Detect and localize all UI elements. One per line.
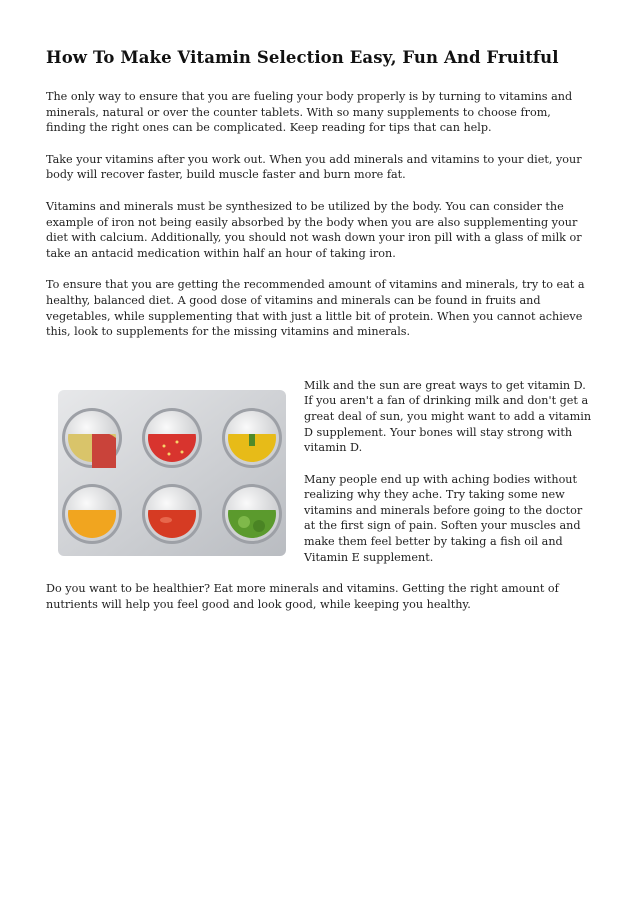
article xyxy=(46,48,594,628)
paragraph-2: Take your vitamins after you work out. When you add minerals and vitamins to your diet, your body will recover faster, build muscle faster and burn more fat. xyxy=(46,152,582,182)
side-paragraph-3: Do you want to be healthier? Eat more minerals and vitamins. Getting the right amount of nutrients will help you feel good and look good, while keeping you healthy. xyxy=(46,582,559,611)
paragraph-1: The only way to ensure that you are fueling your body properly is by turning to vitamins and minerals, natural or over the counter tablets. With so many supplements to choose from, finding the right ones can be complicated. Keep reading for tips that can help. xyxy=(46,90,573,135)
figure-section xyxy=(46,378,594,629)
side-paragraph-1: Milk and the sun are great ways to get vitamin D. If you aren't a fan of drinking milk and don't get a great deal of sun, you might want to add a vitamin D supplement. Your bones will stay strong with vitamin D. xyxy=(304,378,592,455)
vitamin-blister-pack-image xyxy=(56,388,288,568)
lettuce-capsule xyxy=(222,484,282,544)
orange-capsule xyxy=(62,484,122,544)
paragraph-4: To ensure that you are getting the recommended amount of vitamins and minerals, try to eat a healthy, balanced diet. A good dose of vitamins and minerals can be found in fruits and vegetables, while supplementing that with just a little bit of protein. When you cannot achieve this, look to supplements for the missing vitamins and minerals. xyxy=(46,278,585,339)
paragraph-3: Vitamins and minerals must be synthesized to be utilized by the body. You can consider the example of iron not being easily absorbed by the body when you are also supplementing your diet with calcium. Additionally, you should not wash down your iron pill with a glass of milk or take an antacid medication within half an hour of taking iron. xyxy=(46,199,582,260)
pepper-capsule xyxy=(222,408,282,468)
side-paragraph-2: Many people end up with aching bodies without realizing why they ache. Try taking some new vitamins and minerals before going to the doctor at the first sign of pain. Soften your muscles and make them feel better by taking a fish oil and Vitamin E supplement. xyxy=(304,472,583,564)
tomato-capsule xyxy=(142,484,202,544)
strawberry-capsule xyxy=(142,408,202,468)
apple-capsule xyxy=(62,408,122,468)
article-title: How To Make Vitamin Selection Easy, Fun And Fruitful xyxy=(46,48,559,67)
